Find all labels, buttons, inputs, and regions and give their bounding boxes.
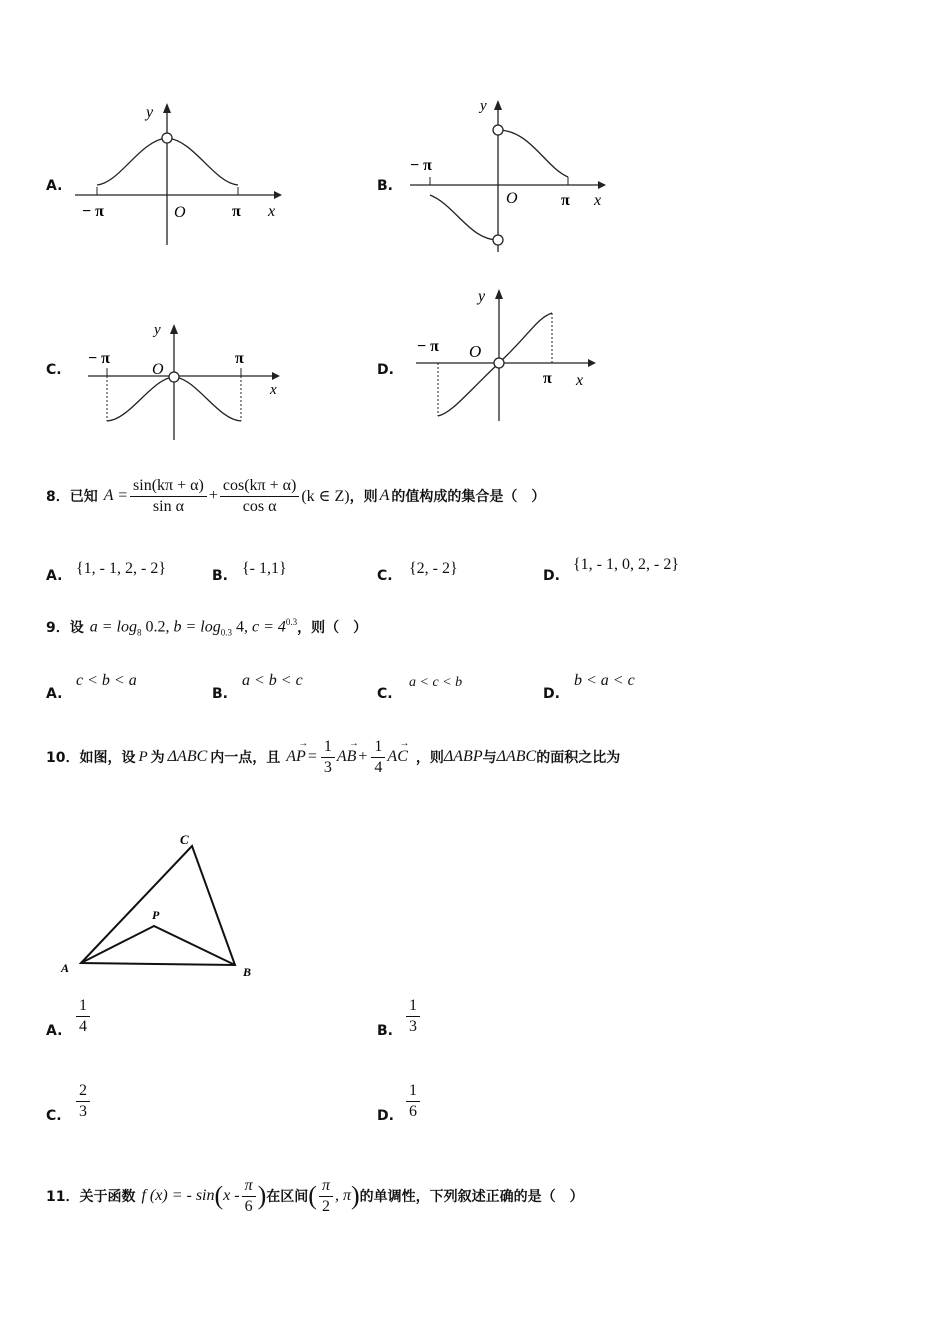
q8-condition: (k ∈ Z) (301, 488, 350, 505)
tick-neg-pi: − π (82, 203, 104, 220)
graph-a (70, 95, 285, 250)
q8-number: 8．已知 (46, 489, 98, 505)
q8-option-a-value: {1, - 1, 2, - 2} (76, 560, 167, 577)
q8-plus: + (208, 487, 218, 504)
q10-option-a-value: $\frac{1}{4}$ (76, 996, 90, 1037)
q10-text-4: 与 (482, 750, 497, 766)
q11-interval: ( $\frac{\pi}{2}$ , π ) (308, 1176, 360, 1215)
q8-option-d-value: {1, - 1, 0, 2, - 2} (573, 556, 680, 573)
q10-option-b-label: B. (377, 1023, 393, 1039)
q8-option-d-label: D. (543, 568, 560, 584)
q10-text-3: ，则 (415, 750, 444, 766)
q10-text-1: 为 (150, 750, 165, 766)
q9-option-d-value: b < a < c (574, 672, 635, 689)
axis-x-label: x (594, 192, 602, 209)
question-9 (46, 612, 367, 642)
tick-neg-pi: − π (88, 350, 110, 367)
tick-pi: π (543, 370, 552, 387)
q9-option-c-value: a < c < b (409, 675, 463, 690)
q10-option-a-label: A. (46, 1023, 63, 1039)
q10-tail: 的面积之比为 (536, 750, 621, 766)
graph-b (400, 92, 615, 257)
q8-var: A (379, 487, 390, 504)
q8-tail-1: ，则 (349, 489, 378, 505)
graph-d (412, 283, 602, 423)
option-label-d: D. (377, 362, 394, 378)
origin-label: O (174, 204, 186, 221)
graph-c (80, 318, 290, 443)
q9-option-b-value: a < b < c (242, 672, 303, 689)
vertex-a-label: A (61, 961, 70, 975)
q10-triangle-abc-2: ΔABC (496, 748, 537, 765)
q10-option-c-label: C. (46, 1108, 62, 1124)
q10-text-2: 内一点，且 (210, 750, 281, 766)
q8-option-b-value: {- 1,1} (242, 560, 287, 577)
q10-option-c-value: $\frac{2}{3}$ (76, 1081, 90, 1122)
triangle-figure (55, 825, 265, 980)
q10-triangle-abp: ΔABP (443, 748, 483, 765)
question-10 (46, 722, 620, 792)
axis-y-label: y (480, 98, 487, 114)
option-label-a: A. (46, 178, 63, 194)
q8-lhs: A = (103, 487, 129, 504)
q10-option-b-value: $\frac{1}{3}$ (406, 996, 420, 1037)
q8-option-c-value: {2, - 2} (409, 560, 458, 577)
q8-tail-2: 的值构成的集合是（ ） (391, 489, 546, 505)
option-label-c: C. (46, 362, 62, 378)
origin-label: O (469, 342, 482, 361)
q10-option-d-label: D. (377, 1108, 394, 1124)
point-p-label: P (152, 908, 160, 922)
q8-option-c-label: C. (377, 568, 393, 584)
q9-expression: $a = \log_8 0.2$, $b = \log_{0.3} 4$, $c = 4^{0.3}$ (89, 616, 298, 638)
q9-tail: ，则（ ） (297, 620, 368, 636)
q11-number: 11．关于函数 (46, 1189, 136, 1205)
origin-label: O (152, 361, 164, 378)
option-label-b: B. (377, 178, 393, 194)
q8-option-b-label: B. (212, 568, 228, 584)
vertex-b-label: B (243, 965, 252, 979)
q10-vector-equation: → AP = $\frac{1}{3}$ → AB + $\frac{1}{4}$ → AC (286, 737, 410, 776)
tick-pi: π (561, 192, 570, 209)
tick-neg-pi: − π (417, 338, 439, 355)
q8-frac-1: $\frac{\sin(k\pi + \alpha)}{\text{sin α}}$ (130, 476, 207, 517)
question-11 (46, 1166, 584, 1226)
axis-x-label: x (576, 372, 584, 389)
tick-pi: π (235, 350, 244, 367)
axis-x-label: x (268, 203, 276, 220)
q11-argument: ( x - $\frac{\pi}{6}$ ) (214, 1176, 267, 1215)
q9-option-a-value: c < b < a (76, 672, 137, 689)
q10-triangle-abc: ΔABC (167, 748, 208, 765)
q11-text-1: 在区间 (266, 1189, 309, 1205)
q11-function: f (x) = - sin (141, 1187, 215, 1204)
q9-option-c-label: C. (377, 686, 393, 702)
question-8 (46, 466, 545, 526)
q10-number: 10．如图，设 (46, 750, 136, 766)
axis-x-label: x (270, 382, 277, 398)
vertex-c-label: C (180, 832, 189, 847)
axis-y-label: y (478, 288, 486, 305)
q9-option-a-label: A. (46, 686, 63, 702)
tick-neg-pi: − π (410, 157, 432, 174)
q8-frac-2: $\frac{\cos(k\pi + \alpha)}{\text{cos α}}$ (220, 476, 299, 517)
q9-number: 9．设 (46, 620, 84, 636)
tick-pi: π (232, 203, 241, 220)
q9-option-b-label: B. (212, 686, 228, 702)
q10-option-d-value: $\frac{1}{6}$ (406, 1081, 420, 1122)
q10-point-p: P (138, 748, 148, 765)
axis-y-label: y (146, 104, 154, 121)
q8-option-a-label: A. (46, 568, 63, 584)
q9-option-d-label: D. (543, 686, 560, 702)
axis-y-label: y (154, 322, 161, 338)
q11-tail: 的单调性，下列叙述正确的是（ ） (359, 1189, 584, 1205)
origin-label: O (506, 190, 518, 207)
